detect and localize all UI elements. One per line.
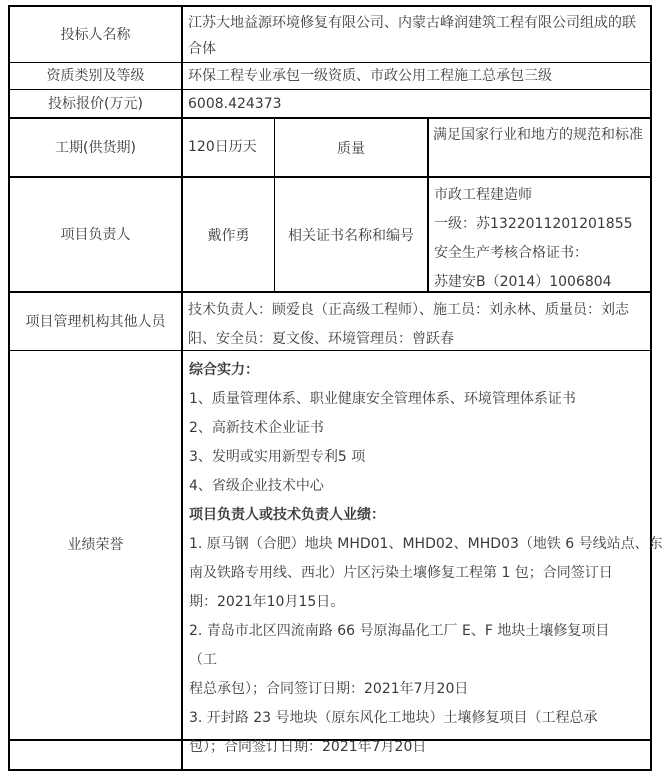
partial-row-label-cell bbox=[10, 741, 181, 769]
project-manager-label: 项目负责人 bbox=[60, 226, 131, 243]
cert-label: 相关证书名称和编号 bbox=[274, 178, 427, 291]
text-line: 一级：苏1322011201201855 bbox=[434, 216, 633, 232]
bid-price-label: 投标报价(万元) bbox=[48, 95, 143, 112]
text-line: 南及铁路专用线、西北）片区污染土壤修复工程第 1 包；合同签订日 bbox=[189, 565, 613, 581]
quality-label: 质量 bbox=[274, 119, 427, 176]
table-row-bid-price bbox=[10, 89, 650, 117]
achievements-label: 业绩荣誉 bbox=[67, 537, 124, 553]
qualification-value: 环保工程专业承包一级资质、市政公用工程施工总承包三级 bbox=[181, 63, 650, 89]
other-staff-value: 技术负责人：顾爱良（正高级工程师）、施工员：刘永林、质量员：刘志阳、安全员：夏文俊、环境管理员：曾跃春 bbox=[181, 293, 650, 350]
section-heading: 项目负责人或技术负责人业绩： bbox=[189, 507, 385, 523]
quality-value: 满足国家行业和地方的规范和标准 bbox=[427, 119, 650, 176]
section-heading: 综合实力： bbox=[189, 362, 259, 378]
section-items bbox=[189, 385, 663, 501]
duration-value: 120日历天 bbox=[181, 119, 274, 176]
bid-price-value: 6008.424373 bbox=[181, 90, 650, 117]
text-line: 1. 原马钢（合肥）地块 MHD01、MHD02、MHD03（地铁 6 号线站点、东 bbox=[189, 536, 663, 552]
text-line: 程总承包）；合同签订日期：2021年7月20日 bbox=[189, 681, 469, 697]
text-line: （工 bbox=[189, 652, 217, 668]
table-row-other-staff bbox=[10, 291, 650, 350]
table-row-qualification bbox=[10, 62, 650, 89]
table-row-bidder bbox=[10, 7, 650, 62]
bidder-label: 投标人名称 bbox=[60, 26, 131, 43]
achievements-content bbox=[181, 351, 669, 755]
text-line: 苏建安B（2014）1006804 bbox=[434, 274, 612, 290]
cert-lines bbox=[427, 178, 650, 291]
text-line: 4、省级企业技术中心 bbox=[189, 478, 324, 494]
table-row-partial bbox=[10, 739, 650, 769]
text-line: 2、高新技术企业证书 bbox=[189, 420, 324, 436]
text-line: 安全生产考核合格证书： bbox=[434, 245, 588, 261]
section-items bbox=[189, 530, 663, 762]
duration-label: 工期(供货期) bbox=[55, 139, 136, 156]
bidder-value: 江苏大地益源环境修复有限公司、内蒙古峰润建筑工程有限公司组成的联合体 bbox=[181, 7, 650, 62]
partial-row-content-cell bbox=[181, 741, 650, 769]
achievements-section-strength bbox=[189, 356, 663, 501]
table-row-duration bbox=[10, 117, 650, 176]
text-line: 包）；合同签订日期：2021年7月20日 bbox=[189, 739, 427, 755]
text-line: 期：2021年10月15日。 bbox=[189, 594, 345, 610]
text-line: 2. 青岛市北区四流南路 66 号原海晶化工厂 E、F 地块土壤修复项目 bbox=[189, 623, 610, 639]
text-line: 市政工程建造师 bbox=[434, 187, 532, 203]
table-row-achievements bbox=[10, 350, 663, 755]
bid-info-table bbox=[8, 5, 663, 771]
project-manager-name: 戴作勇 bbox=[181, 178, 274, 291]
text-line: 3、发明或实用新型专利5 项 bbox=[189, 449, 366, 465]
other-staff-label: 项目管理机构其他人员 bbox=[25, 313, 166, 330]
achievements-section-projects bbox=[189, 501, 663, 762]
text-line: 3. 开封路 23 号地块（原东风化工地块）土壤修复项目（工程总承 bbox=[189, 710, 598, 726]
text-line: 1、质量管理体系、职业健康安全管理体系、环境管理体系证书 bbox=[189, 391, 576, 407]
table-row-project-manager bbox=[10, 176, 650, 291]
qualification-label: 资质类别及等级 bbox=[46, 68, 145, 84]
